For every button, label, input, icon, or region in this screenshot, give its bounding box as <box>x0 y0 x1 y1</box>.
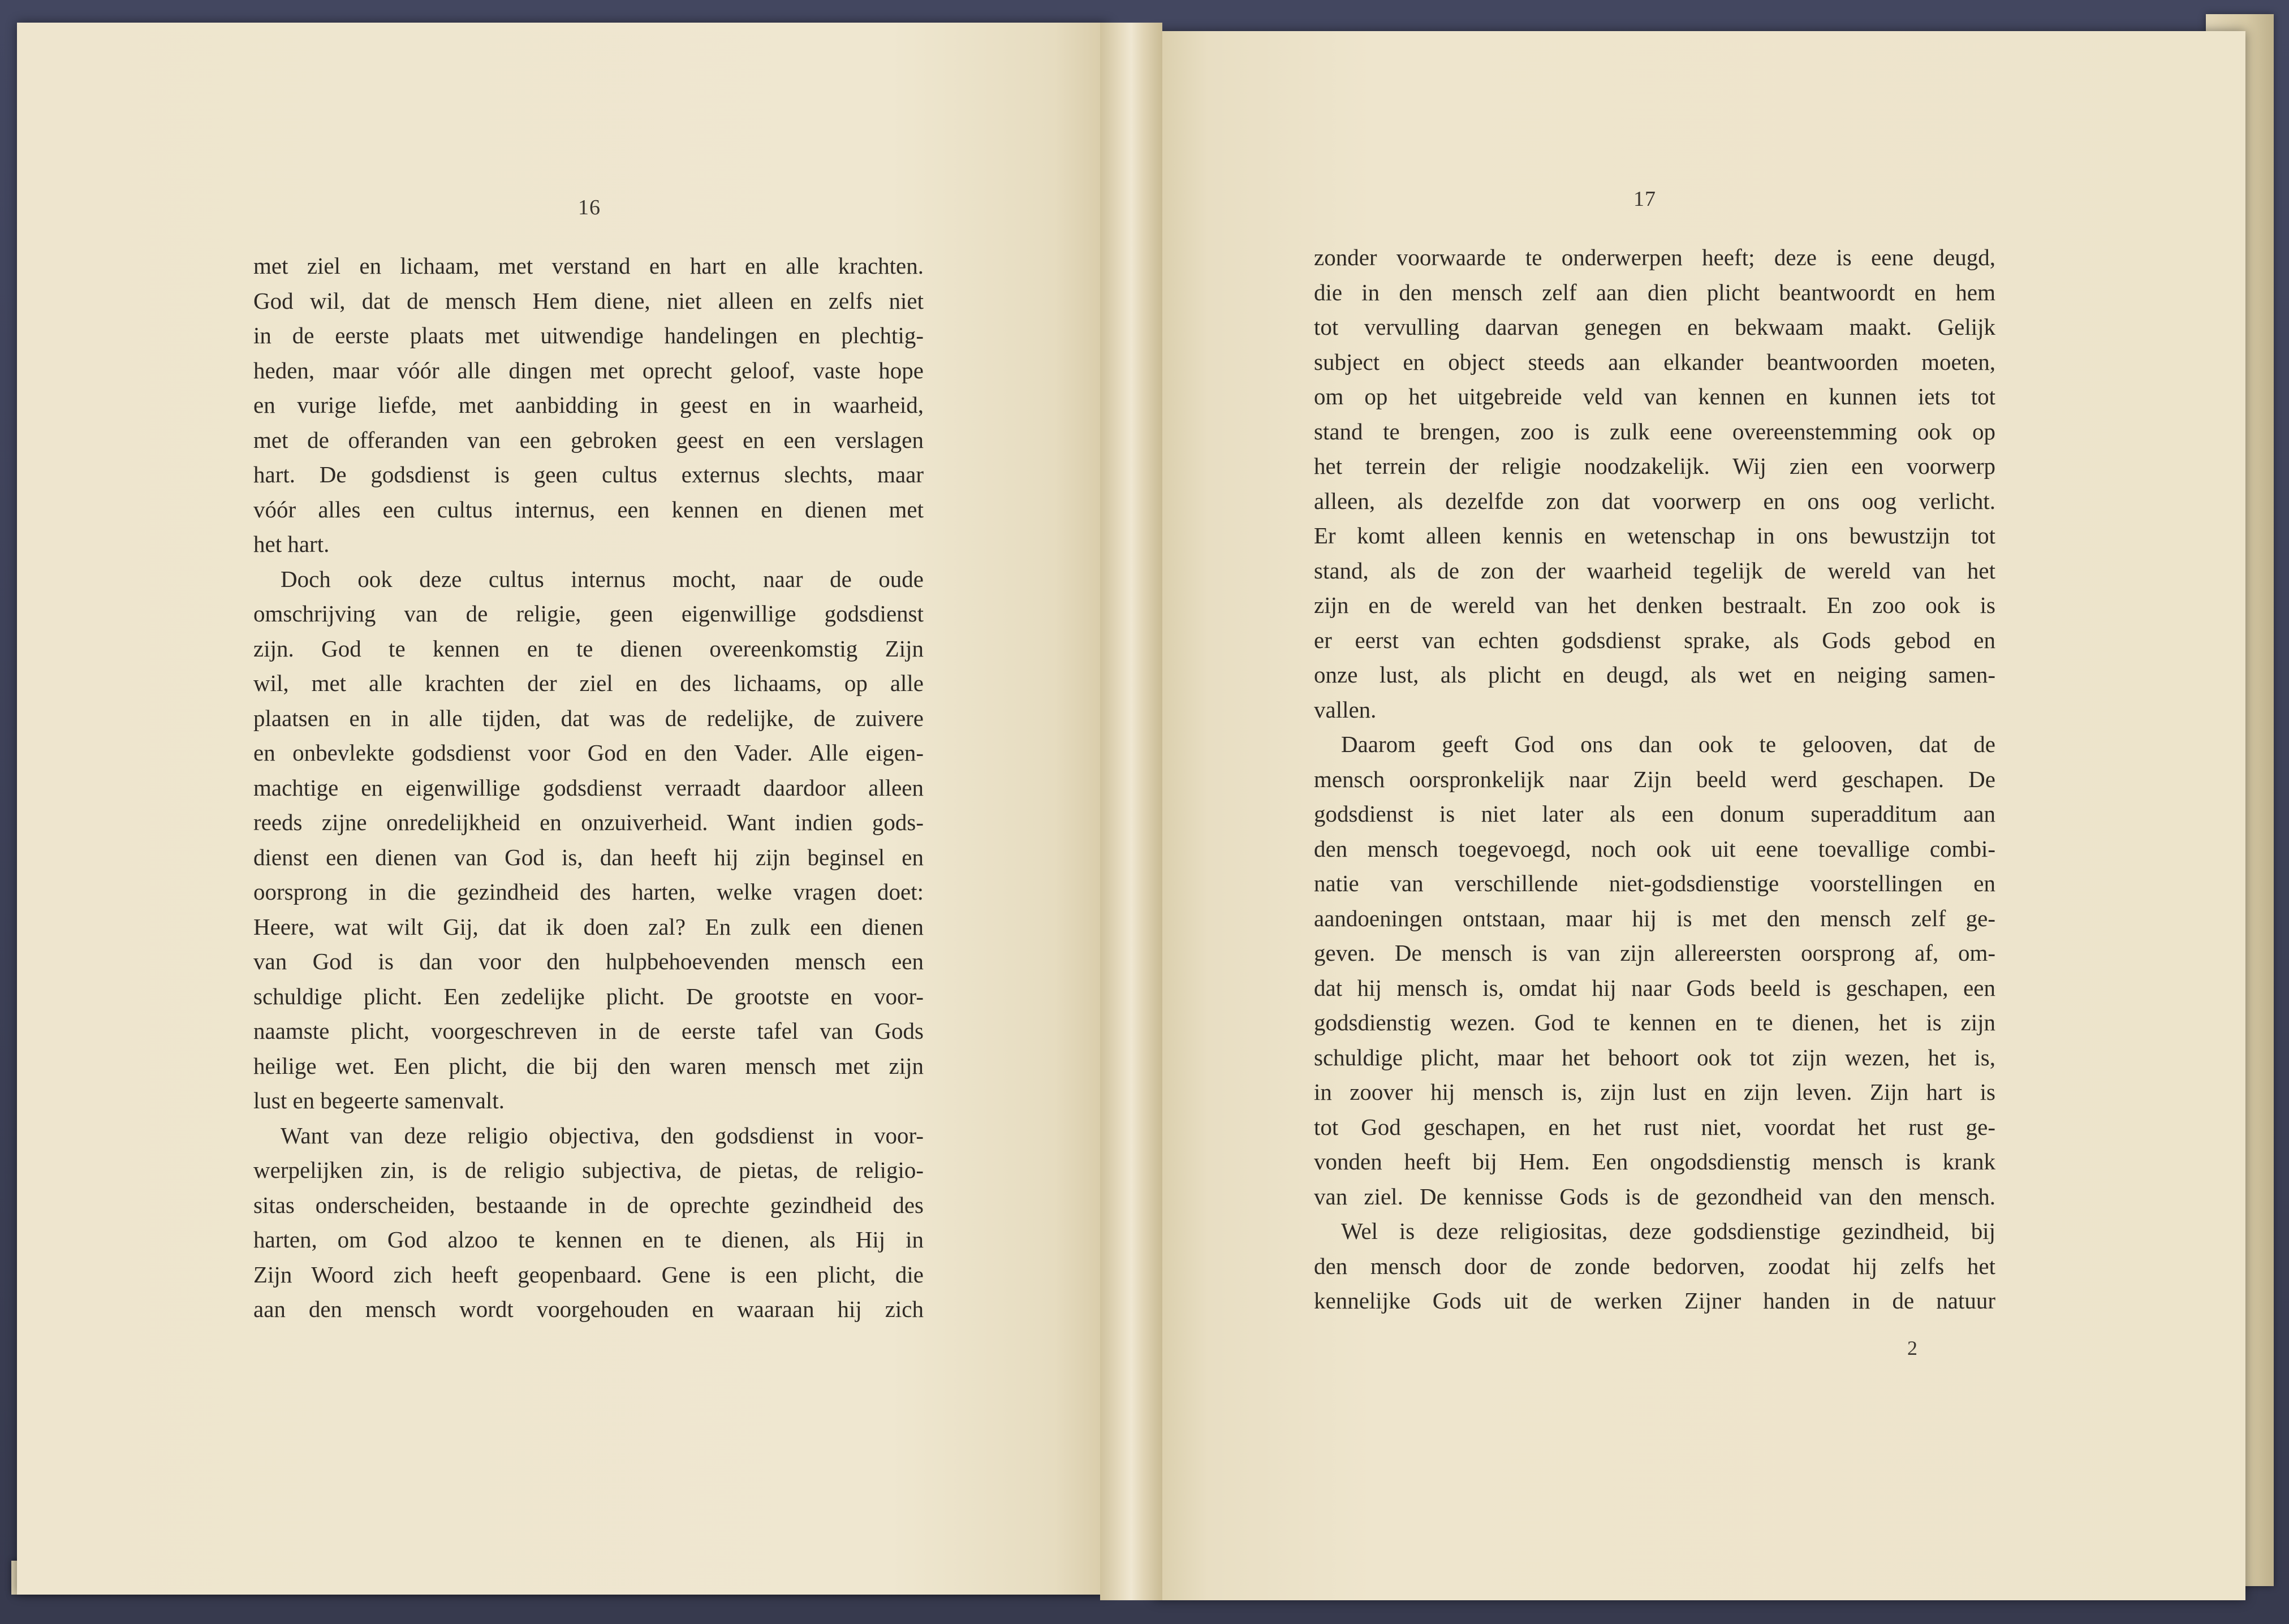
text-line: die in den mensch zelf aan dien plicht beantwoordt en hem <box>1314 279 1995 305</box>
text-line: zijn. God te kennen en te dienen overeenkomstig Zijn <box>253 635 924 662</box>
text-line: God wil, dat de mensch Hem diene, niet alleen en zelfs niet <box>253 287 924 314</box>
text-line: heilige wet. Een plicht, die bij den waren mensch met zijn <box>253 1052 924 1079</box>
text-line: van ziel. De kennisse Gods is de gezondheid van den mensch. <box>1314 1183 1995 1210</box>
text-line: stand, als de zon der waarheid tegelijk de wereld van het <box>1314 557 1995 584</box>
text-line: Zijn Woord zich heeft geopenbaard. Gene is een plicht, die <box>253 1261 924 1288</box>
book-gutter <box>1100 23 1162 1600</box>
text-line: kennelijke Gods uit de werken Zijner handen in de natuur <box>1314 1288 1995 1314</box>
signature-mark: 2 <box>1907 1337 1917 1359</box>
text-line: Heere, wat wilt Gij, dat ik doen zal? En zulk een dienen <box>253 913 924 940</box>
text-line: oorsprong in die gezindheid des harten, welke vragen doet: <box>253 879 924 905</box>
right-page-body <box>1314 240 1995 1319</box>
right-page-number: 17 <box>1633 187 1656 211</box>
text-line: en onbevlekte godsdienst voor God en den Vader. Alle eigen- <box>253 740 924 766</box>
text-line: machtige en eigenwillige godsdienst verraadt daardoor alleen <box>253 774 924 801</box>
text-line: heden, maar vóór alle dingen met oprecht geloof, vaste hope <box>253 357 924 383</box>
left-page-number: 16 <box>578 196 601 219</box>
text-line: Daarom geeft God ons dan ook te gelooven, dat de <box>1341 731 1995 757</box>
text-line: dienst een dienen van God is, dan heeft hij zijn beginsel en <box>253 844 924 870</box>
text-line: subject en object steeds aan elkander beantwoorden moeten, <box>1314 348 1995 375</box>
text-line: met de offeranden van een gebroken geest en een verslagen <box>253 426 924 453</box>
text-line: lust en begeerte samenvalt. <box>253 1087 505 1113</box>
text-line: zonder voorwaarde te onderwerpen heeft; deze is eene deugd, <box>1314 244 1995 270</box>
text-line: Er komt alleen kennis en wetenschap in ons bewustzijn tot <box>1314 522 1995 548</box>
text-line: het hart. <box>253 531 330 557</box>
text-line: mensch oorspronkelijk naar Zijn beeld werd geschapen. De <box>1314 766 1995 792</box>
text-line: godsdienstig wezen. God te kennen en te dienen, het is zijn <box>1314 1009 1995 1035</box>
text-line: tot vervulling daarvan genegen en bekwaam maakt. Gelijk <box>1314 314 1995 340</box>
text-line: in de eerste plaats met uitwendige handelingen en plechtig- <box>253 322 924 348</box>
text-line: het terrein der religie noodzakelijk. Wij zien een voorwerp <box>1314 453 1995 479</box>
text-line: Want van deze religio objectiva, den godsdienst in voor- <box>281 1122 924 1148</box>
text-line: en vurige liefde, met aanbidding in geest en in waarheid, <box>253 392 924 418</box>
text-line: reeds zijne onredelijkheid en onzuiverheid. Want indien gods- <box>253 809 924 835</box>
text-line: wil, met alle krachten der ziel en des lichaams, op alle <box>253 670 924 696</box>
left-page-body <box>253 249 924 1327</box>
text-line: den mensch door de zonde bedorven, zoodat hij zelfs het <box>1314 1252 1995 1279</box>
text-line: in zoover hij mensch is, zijn lust en zijn leven. Zijn hart is <box>1314 1079 1995 1105</box>
text-line: alleen, als dezelfde zon dat voorwerp en ons oog verlicht. <box>1314 487 1995 514</box>
text-line: schuldige plicht. Een zedelijke plicht. De grootste en voor- <box>253 983 924 1009</box>
text-line: onze lust, als plicht en deugd, als wet en neiging samen- <box>1314 662 1995 688</box>
text-line: geven. De mensch is van zijn allereersten oorsprong af, om- <box>1314 940 1995 966</box>
text-line: stand te brengen, zoo is zulk eene overeenstemming ook op <box>1314 418 1995 444</box>
text-line: er eerst van echten godsdienst sprake, als Gods gebod en <box>1314 627 1995 653</box>
text-line: vóór alles een cultus internus, een kennen en dienen met <box>253 496 924 522</box>
text-line: tot God geschapen, en het rust niet, voordat het rust ge- <box>1314 1113 1995 1140</box>
text-line: sitas onderscheiden, bestaande in de oprechte gezindheid des <box>253 1191 924 1218</box>
text-line: natie van verschillende niet-godsdienstige voorstellingen en <box>1314 870 1995 896</box>
text-line: plaatsen en in alle tijden, dat was de redelijke, de zuivere <box>253 705 924 731</box>
text-line: aandoeningen ontstaan, maar hij is met den mensch zelf ge- <box>1314 905 1995 931</box>
text-line: met ziel en lichaam, met verstand en hart en alle krachten. <box>253 253 924 279</box>
text-line: werpelijken zin, is de religio subjectiva, de pietas, de religio- <box>253 1157 924 1183</box>
text-line: naamste plicht, voorgeschreven in de eerste tafel van Gods <box>253 1018 924 1044</box>
text-line: Doch ook deze cultus internus mocht, naar de oude <box>281 565 924 592</box>
text-line: hart. De godsdienst is geen cultus externus slechts, maar <box>253 461 924 487</box>
text-line: dat hij mensch is, omdat hij naar Gods beeld is geschapen, een <box>1314 974 1995 1001</box>
text-line: om op het uitgebreide veld van kennen en kunnen iets tot <box>1314 383 1995 409</box>
text-line: vonden heeft bij Hem. Een ongodsdienstig mensch is krank <box>1314 1148 1995 1174</box>
text-line: aan den mensch wordt voorgehouden en waaraan hij zich <box>253 1296 924 1322</box>
text-line: den mensch toegevoegd, noch ook uit eene toevallige combi- <box>1314 835 1995 862</box>
text-line: zijn en de wereld van het denken bestraalt. En zoo ook is <box>1314 592 1995 618</box>
text-line: godsdienst is niet later als een donum superadditum aan <box>1314 801 1995 827</box>
text-line: vallen. <box>1314 696 1377 723</box>
text-line: van God is dan voor den hulpbehoevenden mensch een <box>253 948 924 974</box>
text-line: schuldige plicht, maar het behoort ook tot zijn wezen, het is, <box>1314 1044 1995 1070</box>
text-line: harten, om God alzoo te kennen en te dienen, als Hij in <box>253 1226 924 1252</box>
text-line: omschrijving van de religie, geen eigenwillige godsdienst <box>253 601 924 627</box>
text-line: Wel is deze religiositas, deze godsdienstige gezindheid, bij <box>1341 1218 1995 1244</box>
